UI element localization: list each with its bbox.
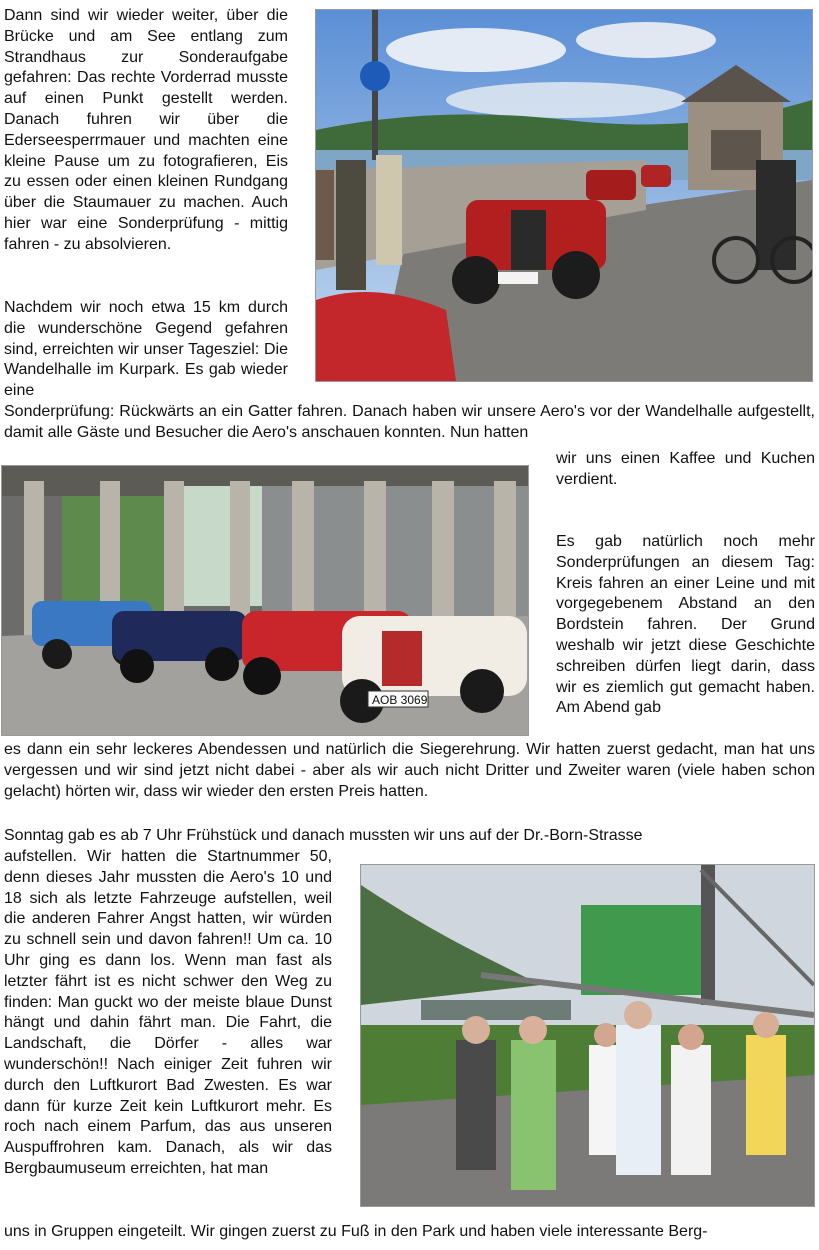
paragraph-sonntag-start: Sonntag gab es ab 7 Uhr Frühstück und danach mussten wir uns auf der Dr.-Born-Strasse [4,827,643,844]
photo-bergbaumuseum-group [360,864,815,1207]
photo-wandelhalle-cars [1,465,529,736]
paragraph-wandelhalle-start: Nachdem wir noch etwa 15 km durch die wunderschöne Gegend gefahren sind, erreichten wir unser Tagesziel: Die Wandelhalle im Kurpark. Es gab wieder eine [4,299,288,400]
paragraph-wandelhalle-full: Sonderprüfung: Rückwärts an ein Gatter fahren. Danach haben wir unsere Aero's vor der Wandelhalle aufgestellt, damit alle Gäste und Besucher die Aero's anschauen konnten. Nun hatten [4,403,815,441]
photo-dam-red-car [315,9,813,382]
paragraph-kaffee: wir uns einen Kaffee und Kuchen verdient. [556,450,815,488]
paragraph-sonderpruefungen: Es gab natürlich noch mehr Sonderprüfungen an diesem Tag: Kreis fahren an einer Leine und mit vorgegebenem Abstand an den Bordstein fahren. Der Grund weshalb wir jetzt diese Geschichte schreiben dürfen liegt darin, dass wir es ziemlich gut gemacht haben. Am Abend gab [556,533,815,717]
paragraph-bergbaumuseum: uns in Gruppen eingeteilt. Wir gingen zuerst zu Fuß in den Park und haben viele interessante Berg- [4,1223,708,1240]
cycle-sign-icon [360,61,390,91]
license-plate-hall: AOB 3069 [372,693,428,707]
paragraph-sonntag-body: aufstellen. Wir hatten die Startnummer 50, denn dieses Jahr mussten die Aero's 10 und 18 sich als letzte Fahrzeuge aufstellen, weil die anderen Fahrer Angst hatten, wir würden zu schnell sein und davon fahren!! Um ca. 10 Uhr ging es dann los. Wenn man fast als letzter fährt ist es nicht schwer den Weg zu finden: Man guckt wo der meiste blaue Dunst hängt und dahin fährt man. Die Fahrt, die Landschaft, die Dörfer - alles war wunderschön!! Nach einiger Zeit fuhren wir durch den Luftkurort Bad Zwesten. Es war dann für kurze Zeit kein Luftkurort mehr. Es roch nach einem Parfum, das aus unseren Auspuffrohren kam. Danach, als wir das Bergbaumuseum erreichten, hat man [4,848,332,1177]
paragraph-dam-visit: Dann sind wir wieder weiter, über die Brücke und am See entlang zum Strandhaus zur Sonderaufgabe gefahren: Das rechte Vorderrad musste auf einen Punkt gestellt werden. Danach fuhren wir über die Ederseesperrmauer und machten eine kleine Pause um zu fotografieren, Eis zu essen oder einen kleinen Rundgang über die Staumauer zu machen. Auch hier war eine Sonderprüfung - mittig fahren - zu absolvieren. [4,7,288,253]
paragraph-siegerehrung: es dann ein sehr leckeres Abendessen und natürlich die Siegerehrung. Wir hatten zuerst gedacht, man hat uns vergessen und wir sind jetzt nicht dabei - aber als wir auch nicht Dritter und Zweiter waren (viele haben schon gelacht) hörten wir, dass wir wieder den ersten Preis hatten. [4,741,815,800]
